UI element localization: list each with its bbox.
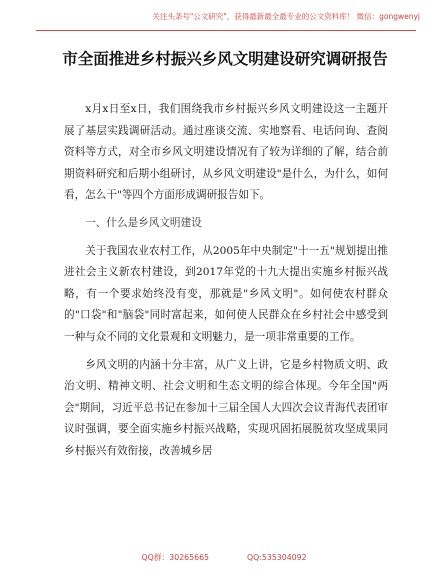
header-banner: 关注头条号"公文研究"，获得最新最全最专业的公文资料库！ 微信：gongwenyj (152, 12, 420, 21)
footer-qq-group: QQ群：30265665 (141, 553, 209, 562)
intro-paragraph: x月x日至x日，我们围绕我市乡村振兴乡风文明建设这一主题开展了基层实践调研活动。通过座谈交流、实地察看、电话问询、查阅资料等方式，对全市乡风文明建设情况有了较为详细的了解，结合前期资料研究和后期小组研讨，从乡风文明建设"是什么，为什么，如何看，怎么干"等四个方面形成调研报告如下。 (64, 103, 388, 202)
header-divider (36, 30, 416, 31)
document-body (64, 99, 388, 469)
footer-contacts (0, 552, 448, 563)
section-heading: 一、什么是乡风文明建设 (85, 216, 202, 229)
body-paragraph: 关于我国农业农村工作，从2005年中央制定"十一五"规划提出推进社会主义新农村建设，到2017年党的十九大提出实施乡村振兴战略，有一个要求始终没有变，那就是"乡风文明"。如何使农村群众的"口袋"和"脑袋"同时富起来，如何使人民群众在乡村社会中感受到一种与众不同的文化景观和文明魅力，是一项非常重要的工作。 (64, 244, 388, 343)
footer-qq: QQ:535304092 (247, 553, 307, 562)
document-title: 市全面推进乡村振兴乡风文明建设研究调研报告 (62, 50, 388, 68)
body-paragraph: 乡风文明的内涵十分丰富，从广义上讲，它是乡村物质文明、政治文明、精神文明、社会文明和生态文明的综合体现。今年全国"两会"期间，习近平总书记在参加十三届全国人大四次会议青海代表团审议时强调，要全面实施乡村振兴战略，实现巩固拓展脱贫攻坚成果同乡村振兴有效衔接，改善城乡居 (64, 358, 388, 457)
